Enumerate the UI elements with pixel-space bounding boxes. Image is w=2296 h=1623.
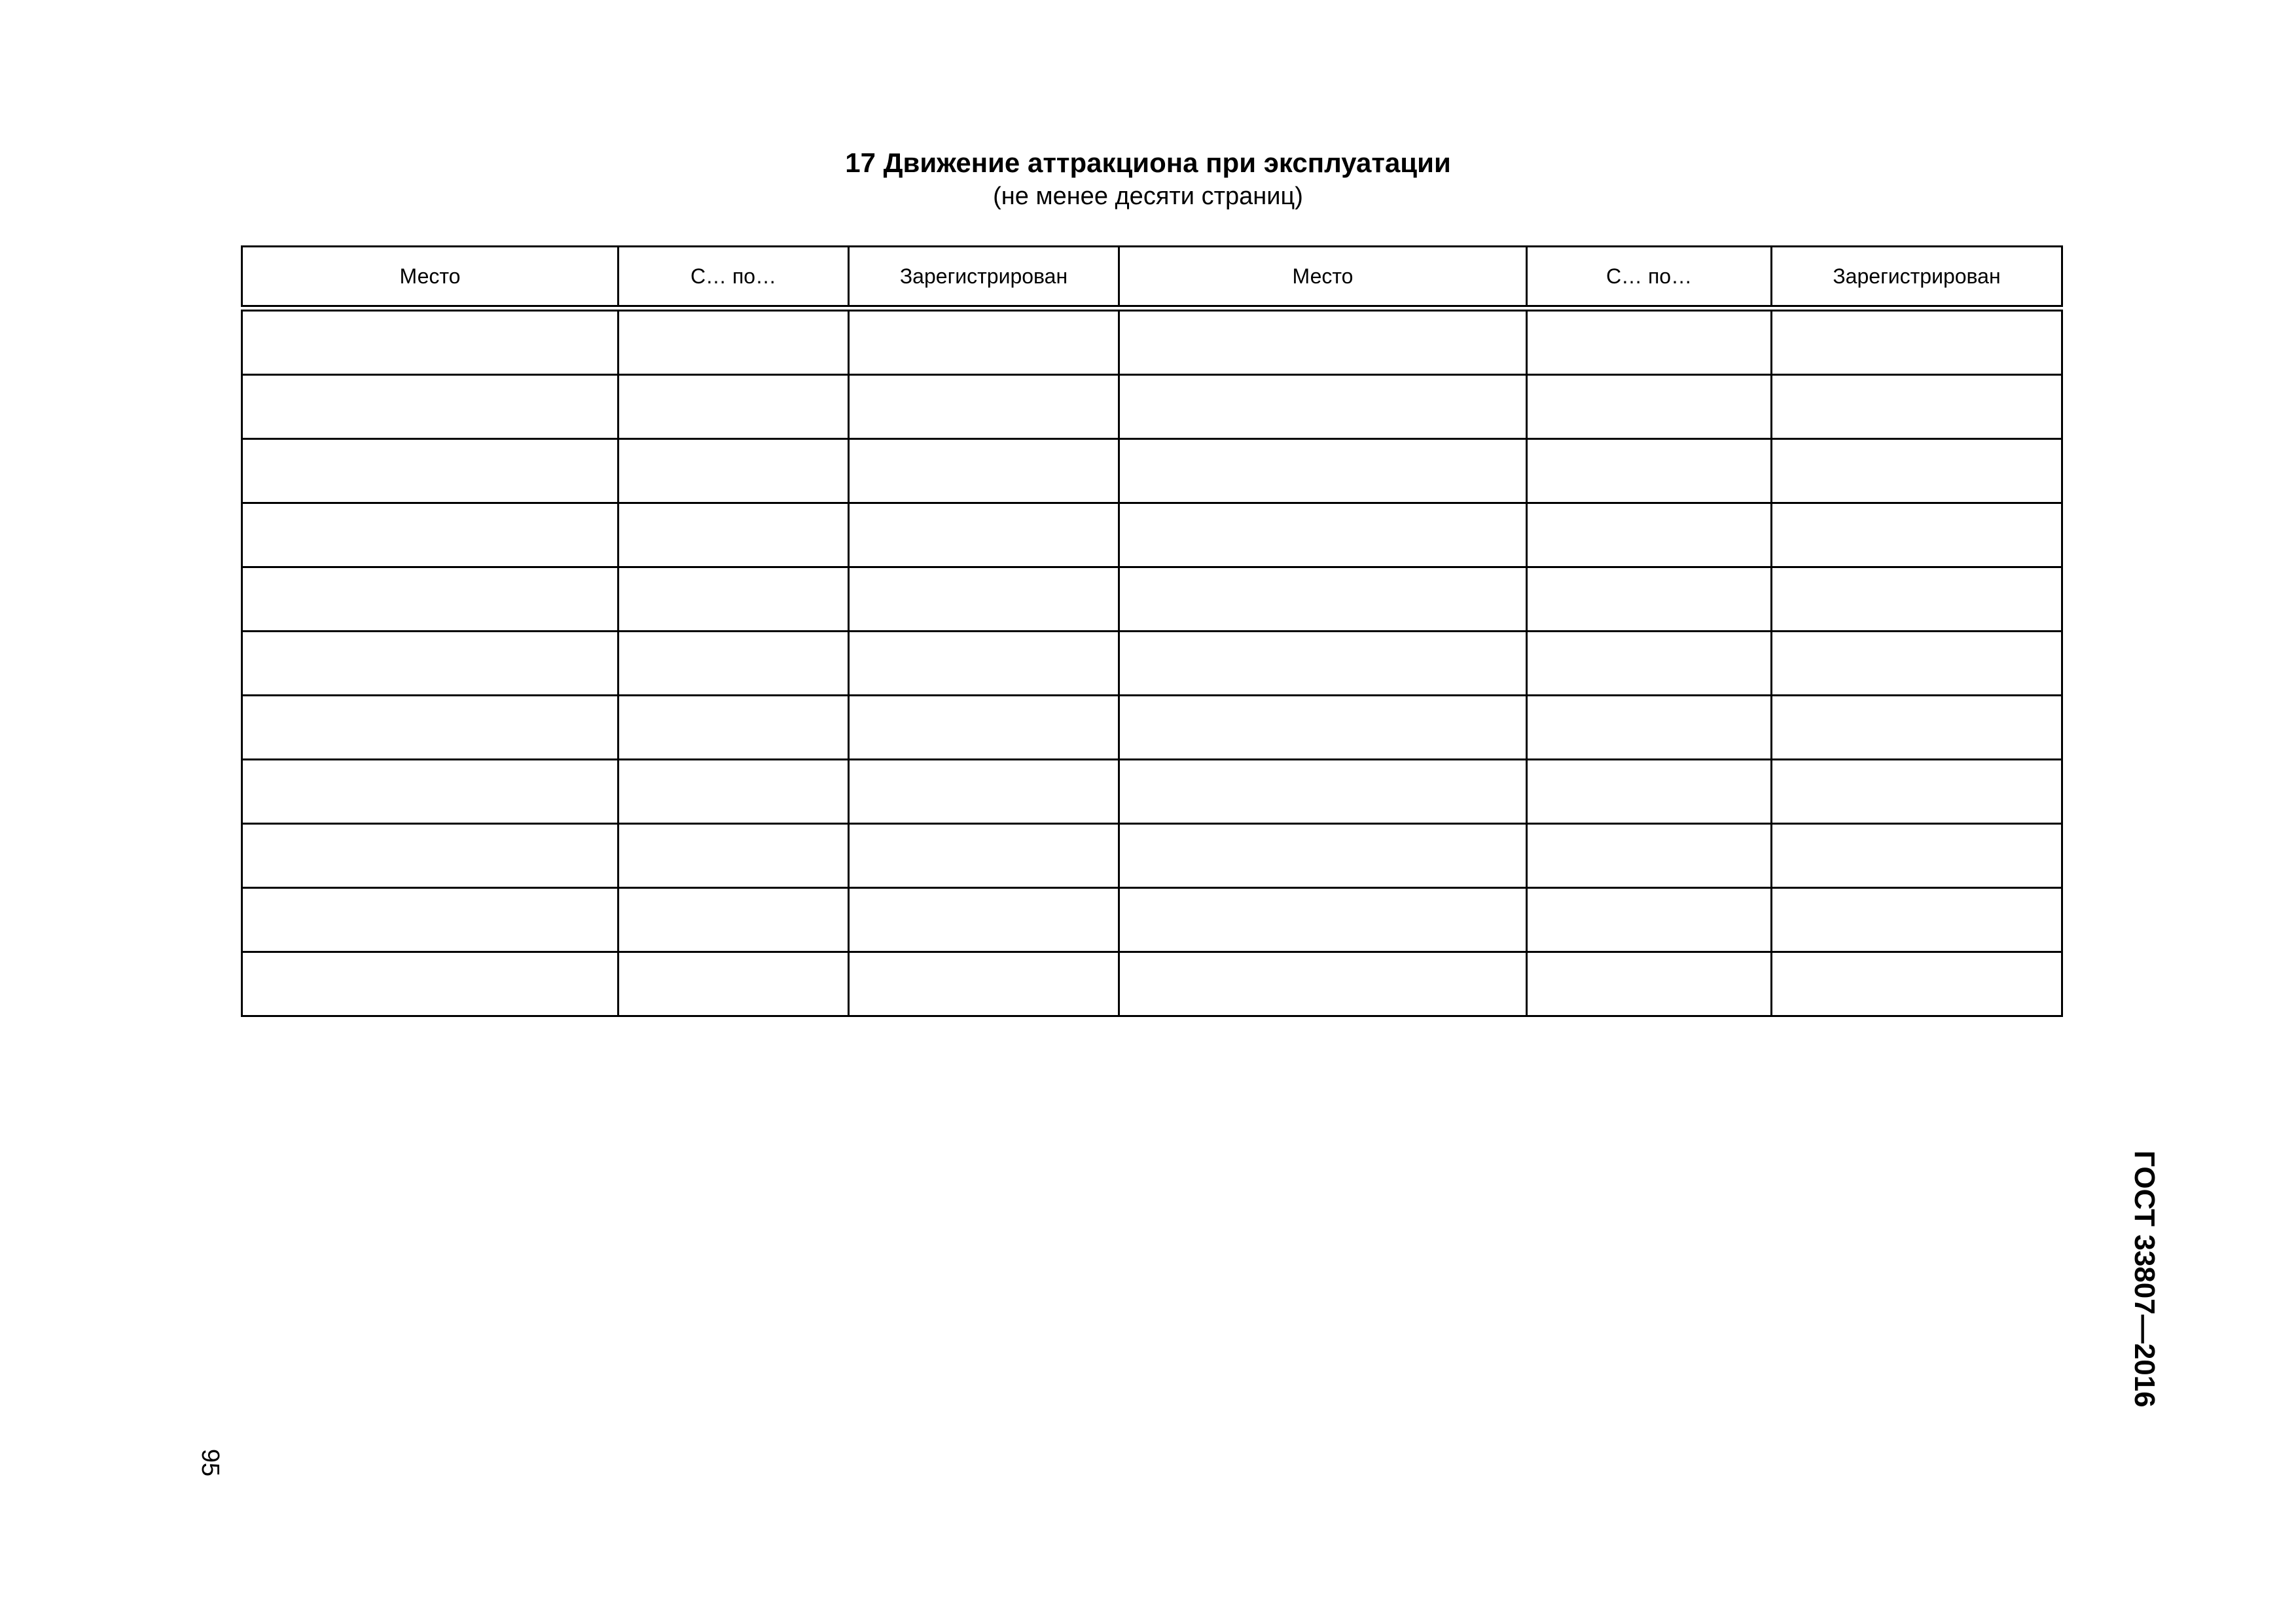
table-cell	[1527, 439, 1772, 503]
table-cell	[242, 503, 619, 567]
table-cell	[1527, 567, 1772, 632]
table-row	[242, 824, 2062, 888]
table-cell	[619, 632, 849, 696]
table-cell	[242, 375, 619, 439]
column-header-place: Место	[242, 247, 619, 309]
table-cell	[1772, 632, 2062, 696]
operation-movement-table	[241, 245, 2063, 1017]
table-cell	[1772, 308, 2062, 375]
table-cell	[1527, 760, 1772, 824]
table-cell	[1772, 567, 2062, 632]
table-row	[242, 567, 2062, 632]
table-cell	[1119, 503, 1527, 567]
table-cell	[849, 696, 1119, 760]
table-cell	[849, 824, 1119, 888]
table-cell	[1119, 952, 1527, 1016]
table-cell	[1527, 308, 1772, 375]
table-cell	[849, 308, 1119, 375]
table-cell	[1772, 760, 2062, 824]
table-cell	[1527, 888, 1772, 952]
table-cell	[1119, 375, 1527, 439]
table-row	[242, 888, 2062, 952]
section-subtitle: (не менее десяти страниц)	[993, 183, 1303, 210]
table-cell	[619, 567, 849, 632]
table-cell	[1119, 308, 1527, 375]
table-cell	[619, 375, 849, 439]
table-cell	[242, 308, 619, 375]
table-cell	[849, 567, 1119, 632]
table-cell	[1119, 439, 1527, 503]
table-cell	[1527, 824, 1772, 888]
table-row	[242, 632, 2062, 696]
table-header-row	[242, 247, 2062, 309]
table-cell	[1119, 760, 1527, 824]
section-title: 17 Движение аттракциона при эксплуатации	[845, 147, 1451, 178]
table-cell	[1527, 696, 1772, 760]
table-cell	[242, 952, 619, 1016]
table-row	[242, 760, 2062, 824]
table-cell	[1772, 439, 2062, 503]
table-cell	[1119, 824, 1527, 888]
table-cell	[619, 760, 849, 824]
column-header-period: С… по…	[619, 247, 849, 309]
table-cell	[1772, 696, 2062, 760]
table-cell	[242, 888, 619, 952]
table-cell	[1772, 375, 2062, 439]
table-row	[242, 375, 2062, 439]
table-cell	[619, 952, 849, 1016]
table-row	[242, 952, 2062, 1016]
table-cell	[242, 439, 619, 503]
table-cell	[1119, 632, 1527, 696]
table-cell	[619, 503, 849, 567]
table-cell	[1772, 503, 2062, 567]
column-header-place: Место	[1119, 247, 1527, 309]
table-cell	[1527, 375, 1772, 439]
table-cell	[849, 375, 1119, 439]
table-cell	[849, 952, 1119, 1016]
table-cell	[619, 824, 849, 888]
table-row	[242, 439, 2062, 503]
table-cell	[1527, 632, 1772, 696]
table-cell	[242, 632, 619, 696]
table-cell	[1119, 888, 1527, 952]
table-cell	[1772, 888, 2062, 952]
table-cell	[849, 503, 1119, 567]
table-cell	[242, 696, 619, 760]
page-number: 95	[196, 1448, 224, 1477]
table-cell	[1772, 952, 2062, 1016]
table-cell	[1772, 824, 2062, 888]
table-cell	[1119, 696, 1527, 760]
column-header-registered: Зарегистрирован	[1772, 247, 2062, 309]
table-cell	[619, 696, 849, 760]
column-header-registered: Зарегистрирован	[849, 247, 1119, 309]
table-cell	[242, 567, 619, 632]
table-cell	[619, 888, 849, 952]
table-row	[242, 308, 2062, 375]
table-cell	[619, 439, 849, 503]
table-cell	[242, 824, 619, 888]
table-cell	[849, 632, 1119, 696]
column-header-period: С… по…	[1527, 247, 1772, 309]
document-code: ГОСТ 33807—2016	[2128, 1150, 2161, 1408]
table-cell	[849, 888, 1119, 952]
table-row	[242, 696, 2062, 760]
table-cell	[1527, 952, 1772, 1016]
table-cell	[849, 760, 1119, 824]
table-cell	[1119, 567, 1527, 632]
table-cell	[619, 308, 849, 375]
table-cell	[242, 760, 619, 824]
table-body	[242, 308, 2062, 1016]
table-cell	[1527, 503, 1772, 567]
table-cell	[849, 439, 1119, 503]
table-row	[242, 503, 2062, 567]
